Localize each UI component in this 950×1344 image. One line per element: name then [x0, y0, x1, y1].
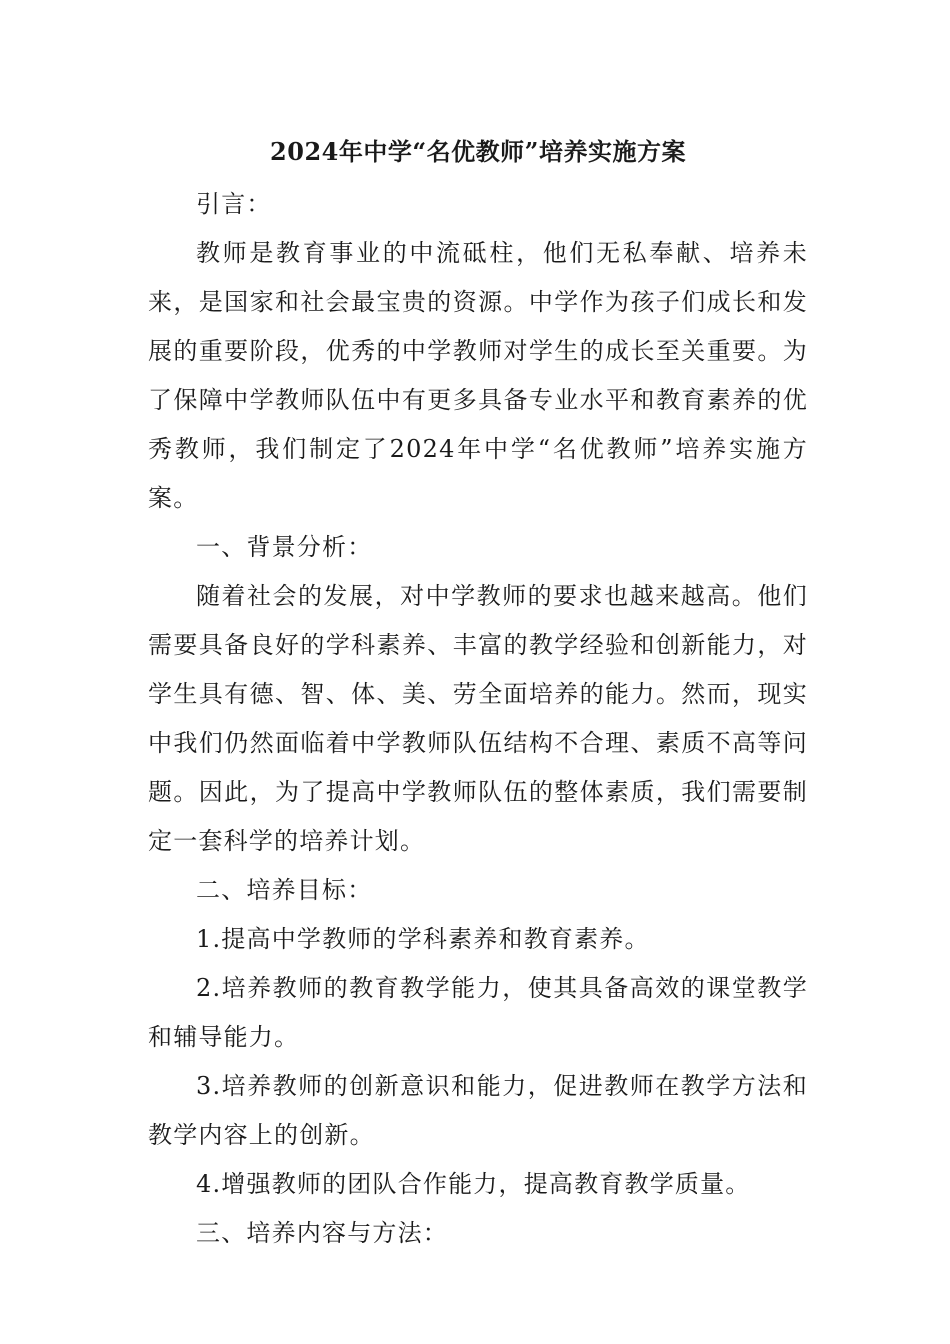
intro-heading: 引言： — [196, 190, 272, 218]
document-page — [148, 128, 808, 1258]
document-title: 2024年中学“名优教师”培养实施方案 — [270, 137, 686, 166]
goal-item-4: 4.增强教师的团队合作能力，提高教育教学质量。 — [196, 1170, 751, 1198]
intro-paragraph: 教师是教育事业的中流砥柱，他们无私奉献、培养未来，是国家和社会最宝贵的资源。中学作为孩子们成长和发展的重要阶段，优秀的中学教师对学生的成长至关重要。为了保障中学教师队伍中有更多具备专业水平和教育素养的优秀教师，我们制定了2024年中学“名优教师”培养实施方案。 — [148, 239, 808, 512]
goal-item-2: 2.培养教师的教育教学能力，使其具备高效的课堂教学和辅导能力。 — [148, 974, 808, 1051]
background-paragraph: 随着社会的发展，对中学教师的要求也越来越高。他们需要具备良好的学科素养、丰富的教学经验和创新能力，对学生具有德、智、体、美、劳全面培养的能力。然而，现实中我们仍然面临着中学教师队伍结构不合理、素质不高等问题。因此，为了提高中学教师队伍的整体素质，我们需要制定一套科学的培养计划。 — [148, 582, 808, 855]
goal-item-3: 3.培养教师的创新意识和能力，促进教师在教学方法和教学内容上的创新。 — [148, 1072, 808, 1149]
goal-item-1: 1.提高中学教师的学科素养和教育素养。 — [196, 925, 650, 953]
section-heading-background: 一、背景分析： — [196, 533, 373, 561]
section-heading-content-methods: 三、培养内容与方法： — [196, 1219, 448, 1247]
section-heading-goals: 二、培养目标： — [196, 876, 373, 904]
